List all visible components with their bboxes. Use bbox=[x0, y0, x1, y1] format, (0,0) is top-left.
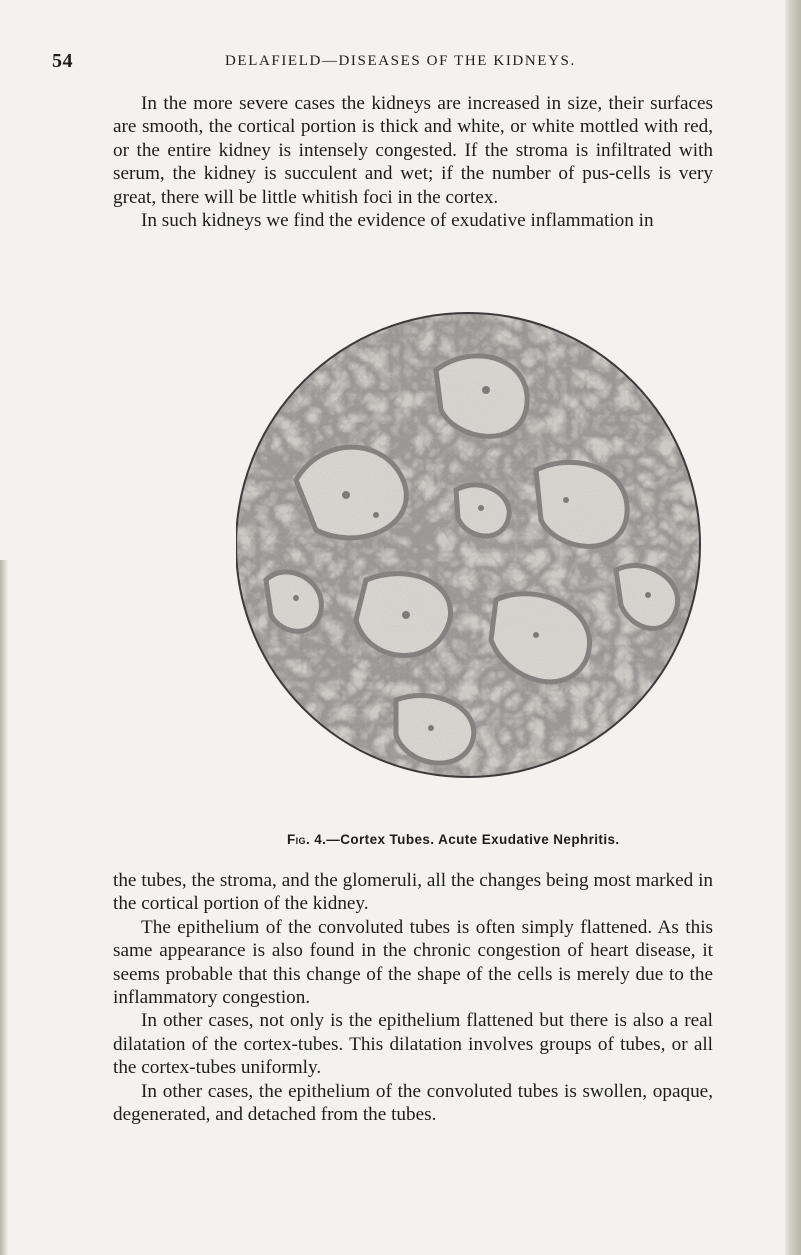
micrograph-figure bbox=[236, 280, 701, 810]
bottom-text-block bbox=[113, 869, 713, 1126]
figure-label: Fig. 4.— bbox=[287, 832, 341, 847]
page-number: 54 bbox=[52, 50, 73, 72]
paragraph-severe-cases: In the more severe cases the kidneys are increased in size, their surfaces are smooth, the cortical portion is thick and white, or white mottled with red, or the entire kidney is intensely congested. If the stroma is infiltrated with serum, the kidney is succulent and wet; if the number of pus-cells is very great, there will be little whitish foci in the cortex. bbox=[113, 93, 713, 208]
paragraph-exudative-continued: the tubes, the stroma, and the glomeruli, all the changes being most marked in the cortical portion of the kidney. bbox=[113, 870, 713, 915]
micrograph-image bbox=[236, 280, 701, 810]
paragraph-dilatation: In other cases, not only is the epithelium flattened but there is also a real dilatation of the cortex-tubes. This dilatation involves groups of tubes, or all the cortex-tubes uniformly. bbox=[113, 1010, 713, 1079]
figure-caption-text: Cortex Tubes. Acute Exudative Nephritis. bbox=[340, 832, 620, 847]
paragraph-epithelium-flattened: The epithelium of the convoluted tubes is often simply flattened. As this same appearance is also found in the chronic congestion of heart disease, it seems probable that this change of the shape of the cells is merely due to the inflammatory congestion. bbox=[113, 916, 713, 1009]
paragraph-epithelium-swollen: In other cases, the epithelium of the convoluted tubes is swollen, opaque, degenerated, and detached from the tubes. bbox=[113, 1080, 713, 1126]
figure-caption bbox=[287, 832, 620, 847]
top-text-block bbox=[113, 92, 713, 232]
paragraph-exudative-evidence: In such kidneys we find the evidence of exudative inflammation in bbox=[141, 210, 654, 232]
running-head: DELAFIELD—DISEASES OF THE KIDNEYS. bbox=[225, 53, 576, 69]
